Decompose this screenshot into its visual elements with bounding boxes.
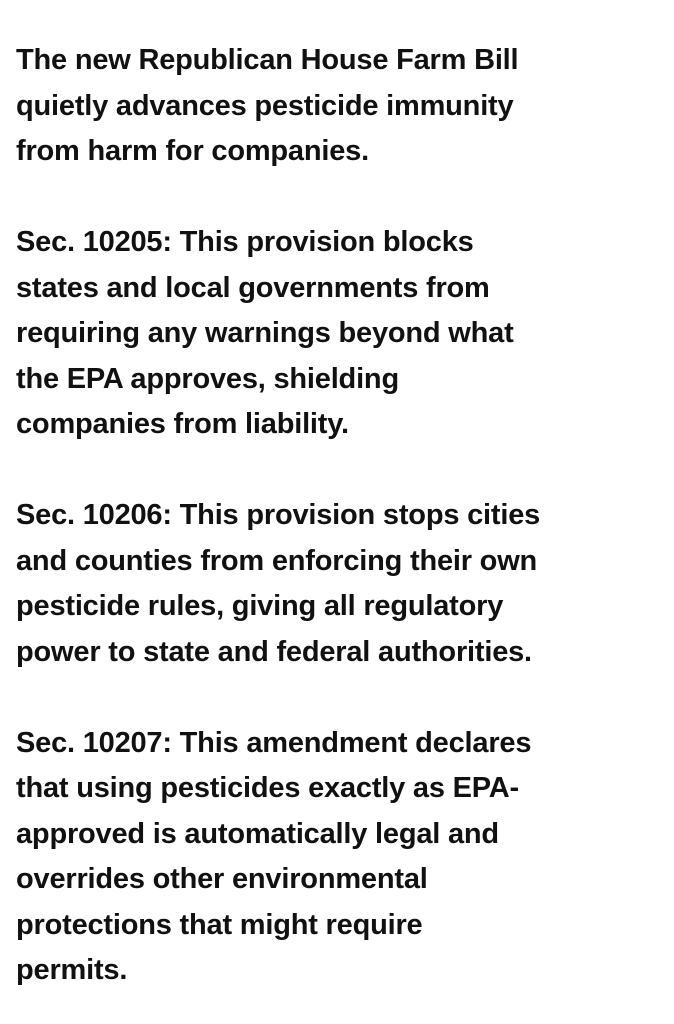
section-10207-paragraph — [16, 721, 661, 994]
text-line: quietly advances pesticide immunity — [16, 89, 514, 122]
text-line: protections that might require — [16, 908, 423, 941]
text-line: that using pesticides exactly as EPA- — [16, 772, 519, 804]
text-line: overrides other environmental — [16, 863, 428, 895]
text-line: power to state and federal authorities. — [16, 635, 532, 668]
paragraph-gap — [16, 175, 661, 221]
text-line: approved is automatically legal and — [16, 817, 499, 850]
text-line: companies from liability. — [16, 408, 349, 440]
text-line: Sec. 10206: This provision stops cities — [16, 499, 541, 531]
section-10206-paragraph — [16, 493, 661, 675]
document-body — [16, 38, 661, 994]
text-line: requiring any warnings beyond what — [16, 317, 514, 349]
text-line: pesticide rules, giving all regulatory — [16, 590, 504, 622]
text-line: permits. — [16, 954, 128, 986]
text-line: Sec. 10207: This amendment declares — [16, 726, 532, 759]
text-line: Sec. 10205: This provision blocks — [16, 226, 474, 258]
paragraph-gap — [16, 675, 661, 721]
intro-paragraph — [16, 38, 661, 175]
text-line: and counties from enforcing their own — [16, 544, 538, 577]
text-line: the EPA approves, shielding — [16, 362, 399, 395]
text-line: from harm for companies. — [16, 135, 369, 167]
paragraph-gap — [16, 448, 661, 494]
text-line: states and local governments from — [16, 271, 490, 304]
text-line: The new Republican House Farm Bill — [16, 44, 519, 76]
section-10205-paragraph — [16, 220, 661, 448]
